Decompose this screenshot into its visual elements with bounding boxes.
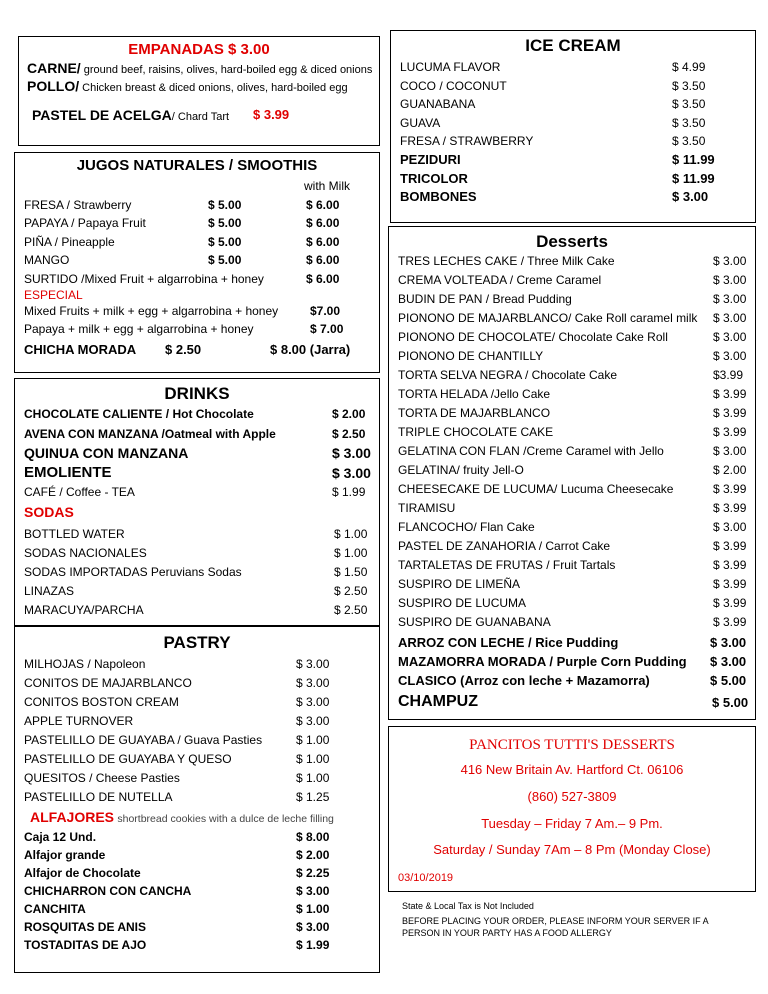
icecream-price: $ 3.50 bbox=[672, 78, 706, 93]
with-milk-label: with Milk bbox=[304, 179, 351, 193]
alfajor-name: Alfajor grande bbox=[24, 848, 106, 862]
alfajor-price: $ 3.00 bbox=[296, 884, 330, 898]
dessert-price: $ 3.00 bbox=[713, 292, 747, 306]
especial-label: ESPECIAL bbox=[24, 288, 83, 302]
jugo-name: SURTIDO /Mixed Fruit + algarrobina + honey bbox=[24, 271, 264, 286]
dessert-bold-name: ARROZ CON LECHE / Rice Pudding bbox=[398, 635, 619, 650]
dessert-price: $ 3.00 bbox=[713, 444, 747, 458]
carne-name: CARNE/ bbox=[27, 60, 81, 76]
desserts-title: Desserts bbox=[536, 232, 608, 251]
jugo-name: PIÑA / Pineapple bbox=[24, 234, 115, 249]
soda-name: BOTTLED WATER bbox=[24, 527, 125, 541]
icecream-title: ICE CREAM bbox=[525, 36, 621, 55]
icecream-price: $ 3.00 bbox=[672, 189, 709, 205]
jugo-price: $ 5.00 bbox=[208, 198, 242, 212]
dessert-name: PIONONO DE MAJARBLANCO/ Cake Roll caramel milk bbox=[398, 311, 698, 325]
icecream-price: $ 11.99 bbox=[672, 152, 715, 167]
pastry-name: CONITOS DE MAJARBLANCO bbox=[24, 676, 192, 690]
soda-price: $ 1.00 bbox=[334, 546, 368, 560]
empanadas-title: EMPANADAS $ 3.00 bbox=[128, 41, 270, 58]
pastry-name: APPLE TURNOVER bbox=[24, 714, 134, 728]
shop-address: 416 New Britain Av. Hartford Ct. 06106 bbox=[460, 762, 684, 777]
drink-name: EMOLIENTE bbox=[24, 463, 112, 481]
pollo-desc: Chicken breast & diced onions, olives, hard-boiled egg bbox=[79, 82, 348, 94]
dessert-price: $ 3.99 bbox=[713, 615, 747, 629]
drink-price: $ 2.00 bbox=[332, 407, 366, 421]
jugo-name: PAPAYA / Papaya Fruit bbox=[24, 216, 146, 231]
alfajores-desc: shortbread cookies with a dulce de leche filling bbox=[117, 813, 334, 825]
champuz-name: CHAMPUZ bbox=[398, 693, 478, 710]
icecream-name: PEZIDURI bbox=[400, 152, 461, 167]
jugo-milk-price: $ 6.00 bbox=[306, 198, 340, 212]
sodas-title: SODAS bbox=[24, 504, 74, 520]
alfajor-name: Caja 12 Und. bbox=[24, 830, 97, 844]
dessert-name: PIONONO DE CHANTILLY bbox=[398, 349, 544, 363]
icecream-name: GUAVA bbox=[400, 115, 441, 130]
shop-date: 03/10/2019 bbox=[398, 872, 454, 884]
icecream-price: $ 3.50 bbox=[672, 134, 706, 149]
dessert-name: TORTA DE MAJARBLANCO bbox=[398, 406, 551, 420]
pastry-price: $ 1.00 bbox=[296, 771, 330, 785]
drink-price: $ 2.50 bbox=[332, 426, 366, 441]
dessert-name: TORTA SELVA NEGRA / Chocolate Cake bbox=[398, 368, 617, 382]
dessert-name: FLANCOCHO/ Flan Cake bbox=[398, 520, 535, 534]
dessert-bold-name: MAZAMORRA MORADA / Purple Corn Pudding bbox=[398, 654, 687, 669]
alfajor-price: $ 8.00 bbox=[296, 830, 330, 844]
dessert-price: $ 3.99 bbox=[713, 539, 747, 553]
icecream-name: GUANABANA bbox=[400, 97, 476, 112]
alfajor-name: CHICHARRON CON CANCHA bbox=[24, 884, 192, 898]
alfajor-price: $ 2.00 bbox=[296, 848, 330, 862]
soda-price: $ 2.50 bbox=[334, 603, 368, 617]
shop-name: PANCITOS TUTTI'S DESSERTS bbox=[469, 737, 675, 753]
shop-hours-weekday: Tuesday – Friday 7 Am.– 9 Pm. bbox=[481, 816, 663, 831]
pastry-price: $ 3.00 bbox=[296, 695, 330, 709]
empanada-carne bbox=[27, 61, 372, 77]
drink-price: $ 3.00 bbox=[332, 445, 371, 461]
alfajor-name: TOSTADITAS DE AJO bbox=[24, 938, 147, 952]
dessert-name: BUDIN DE PAN / Bread Pudding bbox=[398, 292, 572, 306]
dessert-price: $ 3.00 bbox=[713, 254, 747, 268]
dessert-name: CREMA VOLTEADA / Creme Caramel bbox=[398, 273, 602, 287]
dessert-price: $ 2.00 bbox=[713, 463, 747, 477]
drink-name: CHOCOLATE CALIENTE / Hot Chocolate bbox=[24, 407, 254, 421]
alfajor-name: Alfajor de Chocolate bbox=[24, 866, 141, 880]
dessert-price: $ 3.00 bbox=[713, 273, 747, 287]
dessert-name: PASTEL DE ZANAHORIA / Carrot Cake bbox=[398, 539, 611, 553]
acelga-price: $ 3.99 bbox=[253, 107, 290, 122]
icecream-price: $ 3.50 bbox=[672, 115, 706, 130]
drink-name: AVENA CON MANZANA /Oatmeal with Apple bbox=[24, 426, 276, 441]
pastry-price: $ 3.00 bbox=[296, 657, 330, 671]
jugo-price: $ 5.00 bbox=[208, 234, 242, 249]
dessert-name: TORTA HELADA /Jello Cake bbox=[398, 387, 551, 401]
soda-name: MARACUYA/PARCHA bbox=[24, 603, 144, 617]
dessert-price: $3.99 bbox=[713, 368, 744, 382]
shop-hours-weekend: Saturday / Sunday 7Am – 8 Pm (Monday Close) bbox=[433, 842, 711, 857]
dessert-name: SUSPIRO DE LUCUMA bbox=[398, 596, 527, 610]
jugo-price: $ 5.00 bbox=[208, 253, 242, 268]
soda-price: $ 1.50 bbox=[334, 565, 368, 579]
dessert-price: $ 3.00 bbox=[713, 349, 747, 363]
alfajor-price: $ 1.99 bbox=[296, 938, 330, 952]
pastry-price: $ 1.00 bbox=[296, 752, 330, 766]
alfajor-price: $ 2.25 bbox=[296, 866, 330, 880]
soda-price: $ 1.00 bbox=[334, 527, 368, 541]
icecream-name: TRICOLOR bbox=[400, 170, 468, 186]
dessert-bold-price: $ 3.00 bbox=[710, 635, 747, 650]
dessert-name: SUSPIRO DE GUANABANA bbox=[398, 615, 551, 629]
dessert-name: CHEESECAKE DE LUCUMA/ Lucuma Cheesecake bbox=[398, 482, 674, 496]
dessert-name: TRIPLE CHOCOLATE CAKE bbox=[398, 425, 554, 439]
alfajor-name: ROSQUITAS DE ANIS bbox=[24, 920, 147, 934]
icecream-price: $ 3.50 bbox=[672, 97, 706, 112]
dessert-name: SUSPIRO DE LIMEÑA bbox=[398, 577, 521, 591]
soda-price: $ 2.50 bbox=[334, 584, 368, 598]
chicha-price: $ 2.50 bbox=[165, 342, 202, 357]
alfajor-price: $ 3.00 bbox=[296, 920, 330, 934]
dessert-price: $ 3.99 bbox=[713, 482, 747, 496]
dessert-name: GELATINA/ fruity Jell-O bbox=[398, 463, 524, 477]
shop-phone: (860) 527-3809 bbox=[527, 789, 617, 804]
dessert-bold-name: CLASICO (Arroz con leche + Mazamorra) bbox=[398, 673, 650, 688]
pastel-acelga bbox=[32, 108, 229, 124]
pastry-name: PASTELILLO DE GUAYABA / Guava Pasties bbox=[24, 733, 263, 747]
pastry-price: $ 1.00 bbox=[296, 733, 330, 747]
dessert-price: $ 3.99 bbox=[713, 425, 747, 439]
soda-name: LINAZAS bbox=[24, 584, 75, 598]
dessert-price: $ 3.00 bbox=[713, 520, 747, 534]
chicha-jarra: $ 8.00 (Jarra) bbox=[270, 342, 351, 357]
pastry-name: PASTELILLO DE NUTELLA bbox=[24, 790, 173, 804]
dessert-name: TARTALETAS DE FRUTAS / Fruit Tartals bbox=[398, 558, 616, 572]
dessert-price: $ 3.00 bbox=[713, 330, 747, 344]
dessert-bold-price: $ 3.00 bbox=[710, 654, 747, 669]
jugo-milk-price: $ 6.00 bbox=[306, 271, 340, 286]
dessert-name: PIONONO DE CHOCOLATE/ Chocolate Cake Roll bbox=[398, 330, 668, 344]
acelga-desc: / Chard Tart bbox=[171, 111, 230, 123]
dessert-price: $ 3.99 bbox=[713, 501, 747, 515]
pastry-name: MILHOJAS / Napoleon bbox=[24, 657, 146, 671]
drink-name: CAFÉ / Coffee - TEA bbox=[24, 485, 135, 499]
jugo-milk-price: $ 6.00 bbox=[306, 216, 340, 231]
dessert-price: $ 3.99 bbox=[713, 558, 747, 572]
jugo-price: $ 5.00 bbox=[208, 216, 242, 231]
drink-name: QUINUA CON MANZANA bbox=[24, 445, 189, 461]
icecream-name: COCO / COCONUT bbox=[400, 78, 507, 93]
tax-note: State & Local Tax is Not Included bbox=[402, 901, 534, 911]
drinks-title: DRINKS bbox=[164, 384, 230, 403]
acelga-name: PASTEL DE ACELGA bbox=[32, 107, 172, 123]
carne-desc: ground beef, raisins, olives, hard-boiled egg & diced onions bbox=[80, 64, 373, 76]
especial-name: Papaya + milk + egg + algarrobina + honey bbox=[24, 322, 254, 336]
icecream-name: BOMBONES bbox=[400, 189, 477, 205]
dessert-price: $ 3.99 bbox=[713, 596, 747, 610]
pastry-name: CONITOS BOSTON CREAM bbox=[24, 695, 179, 709]
dessert-price: $ 3.99 bbox=[713, 406, 747, 420]
alfajores-title: ALFAJORES bbox=[30, 809, 115, 825]
soda-name: SODAS IMPORTADAS Peruvians Sodas bbox=[24, 565, 242, 579]
pastry-price: $ 3.00 bbox=[296, 714, 330, 728]
jugo-milk-price: $ 6.00 bbox=[306, 234, 340, 249]
champuz-price: $ 5.00 bbox=[712, 695, 749, 710]
chicha-name: CHICHA MORADA bbox=[24, 342, 137, 357]
especial-price: $ 7.00 bbox=[310, 322, 344, 336]
alfajor-price: $ 1.00 bbox=[296, 902, 330, 916]
alfajores-header bbox=[30, 810, 334, 826]
especial-name: Mixed Fruits + milk + egg + algarrobina + honey bbox=[24, 304, 279, 318]
pastry-name: QUESITOS / Cheese Pasties bbox=[24, 771, 180, 785]
pollo-name: POLLO/ bbox=[27, 78, 80, 94]
jugos-title: JUGOS NATURALES / SMOOTHIS bbox=[76, 157, 318, 174]
jugo-milk-price: $ 6.00 bbox=[306, 253, 340, 268]
drink-price: $ 1.99 bbox=[332, 485, 366, 499]
dessert-name: TIRAMISU bbox=[398, 501, 456, 515]
especial-price: $7.00 bbox=[310, 304, 341, 318]
pastry-price: $ 3.00 bbox=[296, 676, 330, 690]
drink-price: $ 3.00 bbox=[332, 464, 371, 481]
pastry-title: PASTRY bbox=[163, 633, 231, 652]
dessert-name: TRES LECHES CAKE / Three Milk Cake bbox=[398, 254, 615, 268]
dessert-price: $ 3.00 bbox=[713, 311, 747, 325]
jugo-name: FRESA / Strawberry bbox=[24, 198, 132, 212]
dessert-price: $ 3.99 bbox=[713, 577, 747, 591]
icecream-name: FRESA / STRAWBERRY bbox=[400, 134, 534, 149]
icecream-price: $ 4.99 bbox=[672, 60, 706, 74]
soda-name: SODAS NACIONALES bbox=[24, 546, 147, 560]
dessert-name: GELATINA CON FLAN /Creme Caramel with Jello bbox=[398, 444, 664, 458]
allergy-note: BEFORE PLACING YOUR ORDER, PLEASE INFORM YOUR SERVER IF A PERSON IN YOUR PARTY HAS A FOOD ALLERGY bbox=[402, 916, 709, 938]
dessert-bold-price: $ 5.00 bbox=[710, 673, 747, 688]
icecream-name: LUCUMA FLAVOR bbox=[400, 60, 501, 74]
pastry-name: PASTELILLO DE GUAYABA Y QUESO bbox=[24, 752, 232, 766]
pastry-price: $ 1.25 bbox=[296, 790, 330, 804]
icecream-price: $ 11.99 bbox=[672, 170, 715, 186]
jugo-name: MANGO bbox=[24, 253, 70, 268]
alfajor-name: CANCHITA bbox=[24, 902, 86, 916]
dessert-price: $ 3.99 bbox=[713, 387, 747, 401]
empanada-pollo bbox=[27, 79, 348, 95]
